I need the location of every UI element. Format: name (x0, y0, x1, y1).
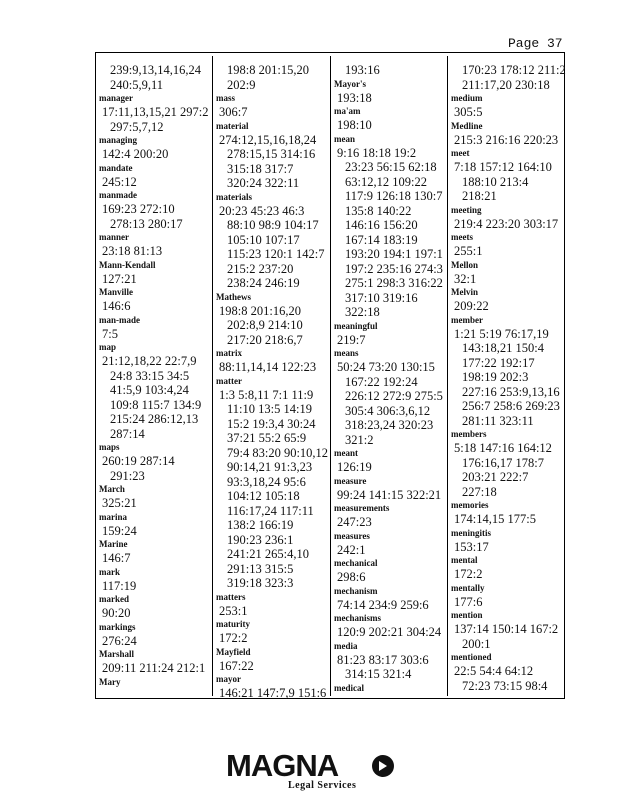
index-entry (216, 375, 332, 591)
index-entry (99, 621, 215, 649)
page-line-reference: 41:5,9 103:4,24 (110, 383, 189, 397)
index-term: measure (334, 475, 367, 486)
index-term: mentioned (451, 652, 492, 662)
page-line-reference: 146:16 156:20 (345, 218, 418, 232)
page-line-reference: 200:1 (462, 636, 491, 651)
index-entry (216, 673, 332, 701)
index-entry (216, 347, 332, 375)
page-line-reference: 241:21 265:4,10 (227, 547, 309, 561)
page-line-reference: 63:12,12 109:22 (345, 174, 427, 189)
page-line-reference: 135:8 140:22 (345, 203, 412, 218)
index-entry (216, 618, 332, 646)
page-line-reference: 79:4 83:20 90:10,12 (227, 445, 329, 460)
index-entry (451, 554, 567, 582)
page-line-reference: 72:23 73:15 98:4 (462, 678, 548, 693)
index-entry (99, 341, 215, 441)
page-line-reference: 281:11 323:11 (462, 413, 534, 428)
page-line-reference: 146:7 (102, 551, 131, 565)
index-term: matters (216, 591, 246, 602)
page-line-reference: 276:24 (102, 633, 137, 648)
index-entry (99, 538, 215, 566)
index-term: mechanisms (334, 613, 381, 623)
index-entry (334, 63, 450, 78)
index-term: mark (99, 566, 120, 577)
index-entry (99, 314, 215, 342)
index-term: member (451, 314, 483, 325)
page-line-reference: 143:18,21 150:4 (462, 341, 544, 355)
index-entry (99, 189, 215, 231)
page-line-reference: 203:21 222:7 (462, 470, 529, 484)
page-line-reference: 90:14,21 91:3,23 (227, 460, 313, 474)
index-entry (451, 204, 567, 232)
page-line-reference: 198:10 (337, 118, 372, 132)
index-term: Manville (99, 287, 133, 297)
index-entry (334, 585, 450, 613)
page-line-reference: 314:15 321:4 (345, 667, 412, 681)
page-line-reference: 209:22 (454, 299, 489, 313)
page-line-reference: 21:12,18,22 22:7,9 (102, 354, 197, 368)
page-line-reference: 193:16 (345, 63, 380, 77)
index-term: mental (451, 555, 478, 565)
page-line-reference: 15:2 19:3,4 30:24 (227, 416, 316, 431)
page-line-reference: 167:14 183:19 (345, 232, 418, 247)
page-line-reference: 317:10 319:16 (345, 290, 418, 305)
page-line-reference: 99:24 141:15 322:21 (337, 487, 442, 502)
index-entry (451, 651, 567, 693)
page-line-reference: 170:23 178:12 211:2 (462, 63, 566, 77)
page-line-reference: 306:7 (219, 105, 248, 119)
index-term: Mayfield (216, 646, 251, 657)
page-line-reference: 7:18 157:12 164:10 (454, 160, 552, 174)
index-term: Mayor's (334, 78, 366, 89)
page-line-reference: 81:23 83:17 303:6 (337, 652, 429, 667)
page-line-reference: 9:16 18:18 19:2 (337, 145, 417, 160)
index-entry (334, 475, 450, 503)
page-line-reference: 197:2 235:16 274:3 (345, 261, 443, 276)
page-line-reference: 318:23,24 320:23 (345, 418, 434, 432)
page-line-reference: 238:24 246:19 (227, 276, 300, 290)
page-line-reference: 126:19 (337, 460, 372, 474)
index-entry (99, 231, 215, 259)
page-line-reference: 174:14,15 177:5 (454, 512, 536, 526)
page-line-reference: 193:18 (337, 90, 372, 105)
page-line-reference: 256:7 258:6 269:23 (462, 399, 560, 413)
index-term: materials (216, 191, 252, 202)
index-entry (451, 259, 567, 287)
page-line-reference: 88:11,14,14 122:23 (219, 360, 317, 374)
index-column-3 (334, 63, 450, 695)
page-line-reference: 142:4 200:20 (102, 147, 169, 161)
index-entry (216, 291, 332, 348)
index-column-2 (216, 63, 332, 701)
page-line-reference: 117:19 (102, 578, 137, 593)
index-entry (99, 134, 215, 162)
page-line-reference: 50:24 73:20 130:15 (337, 360, 435, 374)
index-term: maps (99, 442, 120, 452)
page-line-reference: 1:21 5:19 76:17,19 (454, 326, 549, 341)
page-line-reference: 255:1 (454, 244, 483, 258)
page-line-reference: 22:5 54:4 64:12 (454, 664, 534, 678)
index-term: medium (451, 93, 483, 103)
page-line-reference: 172:2 (219, 631, 248, 645)
page-line-reference: 37:21 55:2 65:9 (227, 431, 307, 445)
page-line-reference: 5:18 147:16 164:12 (454, 441, 552, 455)
index-entry (334, 557, 450, 585)
index-term: means (334, 348, 359, 358)
page-line-reference: 219:7 (337, 332, 366, 347)
index-column-4 (451, 63, 567, 693)
index-entry (334, 640, 450, 682)
page-line-reference: 211:17,20 230:18 (462, 77, 550, 92)
index-term: meets (451, 232, 473, 242)
index-term: man-made (99, 314, 140, 325)
index-entry (334, 78, 450, 106)
index-term: manmade (99, 190, 137, 200)
index-term: manner (99, 232, 129, 242)
page-line-reference: 23:18 81:13 (102, 244, 163, 258)
index-term: mechanical (334, 558, 378, 568)
index-term: marina (99, 511, 127, 522)
index-entry (99, 286, 215, 314)
index-entry (334, 502, 450, 530)
page-line-reference: 153:17 (454, 539, 489, 554)
page-line-reference: 305:4 306:3,6,12 (345, 403, 431, 418)
index-entry (334, 682, 450, 695)
index-term: Melvin (451, 287, 478, 297)
page-line-reference: 291:13 315:5 (227, 561, 294, 576)
index-entry (99, 511, 215, 539)
index-term: March (99, 484, 125, 494)
index-frame (95, 52, 565, 699)
index-term: Mary (99, 676, 121, 687)
page-line-reference: 74:14 234:9 259:6 (337, 597, 429, 612)
page-line-reference: 120:9 202:21 304:24 (337, 625, 442, 639)
page-line-reference: 245:12 (102, 174, 137, 189)
index-term: memories (451, 500, 489, 510)
page-line-reference: 325:21 (102, 496, 137, 510)
page-line-reference: 305:5 (454, 105, 483, 119)
index-term: meant (334, 448, 358, 458)
page-line-reference: 215:3 216:16 220:23 (454, 132, 559, 147)
page-line-reference: 90:20 (102, 606, 131, 620)
index-entry (99, 566, 215, 594)
page-line-reference: 198:19 202:3 (462, 370, 529, 384)
page-line-reference: 32:1 (454, 271, 477, 286)
page-line-reference: 226:12 272:9 275:5 (345, 389, 443, 403)
index-entry (451, 147, 567, 204)
page-line-reference: 215:2 237:20 (227, 261, 294, 276)
page-line-reference: 24:8 33:15 34:5 (110, 368, 190, 383)
index-entry (99, 648, 215, 676)
index-term: mention (451, 610, 483, 620)
page-line-reference: 193:20 194:1 197:1 (345, 247, 443, 261)
index-entry (99, 162, 215, 190)
index-term: maturity (216, 619, 250, 629)
page-line-reference: 1:3 5:8,11 7:1 11:9 (219, 387, 314, 402)
page-line-reference: 198:8 201:16,20 (219, 303, 301, 318)
index-term: meet (451, 148, 470, 158)
index-term: mayor (216, 674, 241, 684)
index-term: Mathews (216, 291, 251, 302)
index-column-1 (99, 63, 215, 689)
logo-subtext: Legal Services (288, 780, 357, 791)
page-line-reference: 217:20 218:6,7 (227, 332, 303, 347)
page-line-reference: 93:3,18,24 95:6 (227, 474, 306, 489)
page-line-reference: 218:21 (462, 189, 497, 203)
index-term: mass (216, 93, 236, 103)
page-line-reference: 278:13 280:17 (110, 216, 183, 231)
page-line-reference: 247:23 (337, 515, 372, 529)
page-line-reference: 209:11 211:24 212:1 (102, 661, 206, 675)
page-line-reference: 298:6 (337, 570, 366, 584)
page-line-reference: 105:10 107:17 (227, 232, 300, 247)
index-term: media (334, 640, 358, 651)
page-line-reference: 116:17,24 117:11 (227, 503, 314, 518)
page-line-reference: 137:14 150:14 167:2 (454, 622, 559, 636)
page-line-reference: 274:12,15,16,18,24 (219, 132, 317, 147)
index-entry (216, 120, 332, 191)
page-line-reference: 146:6 (102, 299, 131, 313)
page-line-reference: 297:5,7,12 (110, 119, 164, 134)
page-line-reference: 167:22 192:24 (345, 374, 418, 389)
index-term: meeting (451, 204, 482, 215)
index-term: Mellon (451, 259, 478, 270)
page-line-reference: 177:22 192:17 (462, 355, 535, 370)
magna-logo (222, 748, 402, 796)
page-line-reference: 291:23 (110, 468, 145, 483)
page-line-reference: 7:5 (102, 326, 118, 341)
index-term: manager (99, 93, 133, 103)
index-entry (334, 105, 450, 133)
index-entry (99, 92, 215, 134)
index-entry (451, 63, 567, 92)
page-line-reference: 253:1 (219, 603, 248, 618)
page-line-reference: 219:4 223:20 303:17 (454, 216, 559, 231)
page-line-reference: 109:8 115:7 134:9 (110, 397, 202, 412)
index-term: members (451, 429, 487, 439)
index-term: measures (334, 530, 370, 541)
index-entry (451, 231, 567, 259)
page-line-reference: 322:18 (345, 305, 380, 319)
index-entry (216, 63, 332, 92)
index-entry (451, 527, 567, 555)
index-entry (334, 530, 450, 558)
index-term: meaningful (334, 320, 378, 331)
index-term: managing (99, 135, 138, 145)
index-entry (334, 612, 450, 640)
index-term: matrix (216, 348, 242, 358)
page-line-reference: 115:23 120:1 142:7 (227, 247, 325, 261)
index-entry (451, 499, 567, 527)
page-line-reference: 321:2 (345, 432, 374, 447)
index-term: ma'am (334, 106, 361, 116)
index-term: matter (216, 375, 242, 386)
index-term: material (216, 120, 249, 131)
page-line-reference: 278:15,15 314:16 (227, 147, 316, 161)
page-line-reference: 319:18 323:3 (227, 576, 294, 590)
page-line-reference: 287:14 (110, 426, 145, 441)
index-entry (99, 63, 215, 92)
index-entry (216, 191, 332, 291)
page-line-reference: 240:5,9,11 (110, 77, 164, 92)
page-line-reference: 177:6 (454, 594, 483, 609)
page-line-reference: 127:21 (102, 271, 137, 286)
page-line-reference: 320:24 322:11 (227, 176, 300, 190)
index-entry (334, 347, 450, 447)
page-line-reference: 117:9 126:18 130:7 (345, 189, 443, 203)
page-line-reference: 11:10 13:5 14:19 (227, 402, 312, 416)
index-entry (99, 259, 215, 287)
index-entry (99, 676, 215, 689)
page-line-reference: 202:9 (227, 77, 256, 92)
index-entry (451, 286, 567, 314)
index-term: Marine (99, 539, 128, 549)
page-line-reference: 23:23 56:15 62:18 (345, 160, 437, 174)
index-entry (451, 92, 567, 120)
page-line-reference: 315:18 317:7 (227, 161, 294, 176)
page-line-reference: 227:16 253:9,13,16 (462, 384, 560, 399)
index-entry (99, 483, 215, 511)
index-entry (451, 428, 567, 499)
page-line-reference: 260:19 287:14 (102, 454, 175, 468)
index-entry (216, 646, 332, 674)
index-entry (451, 120, 567, 148)
page-label: Page 37 (508, 36, 563, 51)
page-line-reference: 239:9,13,14,16,24 (110, 63, 201, 77)
page-line-reference: 17:11,13,15,21 297:2 (102, 105, 209, 119)
page-line-reference: 215:24 286:12,13 (110, 412, 199, 426)
index-term: medical (334, 682, 364, 693)
page-line-reference: 242:1 (337, 542, 366, 557)
index-entry (99, 593, 215, 621)
page-line-reference: 275:1 298:3 316:22 (345, 276, 443, 290)
page-line-reference: 198:8 201:15,20 (227, 63, 309, 77)
index-entry (216, 92, 332, 120)
index-term: Mann-Kendall (99, 259, 156, 270)
index-entry (451, 314, 567, 429)
index-entry (451, 609, 567, 651)
page-line-reference: 188:10 213:4 (462, 174, 529, 189)
page-line-reference: 138:2 166:19 (227, 518, 294, 532)
index-term: Medline (451, 120, 483, 131)
page-line-reference: 146:21 147:7,9 151:6 (219, 686, 327, 700)
page-line-reference: 190:23 236:1 (227, 532, 294, 547)
index-term: meningitis (451, 527, 492, 538)
page-line-reference: 88:10 98:9 104:17 (227, 218, 319, 232)
page-line-reference: 202:8,9 214:10 (227, 318, 303, 332)
index-entry (99, 441, 215, 483)
index-term: mechanism (334, 585, 378, 596)
page-line-reference: 167:22 (219, 658, 254, 673)
page-line-reference: 104:12 105:18 (227, 489, 300, 503)
arrow-circle-icon (372, 755, 394, 777)
page-line-reference: 159:24 (102, 523, 137, 538)
index-term: markings (99, 621, 136, 632)
page-line-reference: 176:16,17 178:7 (462, 455, 544, 470)
logo-wordmark: MAGNA (226, 748, 339, 783)
index-term: map (99, 342, 117, 352)
page-line-reference: 169:23 272:10 (102, 202, 175, 216)
index-entry (334, 447, 450, 475)
index-term: measurements (334, 503, 390, 513)
page-line-reference: 20:23 45:23 46:3 (219, 203, 305, 218)
index-entry (334, 320, 450, 348)
index-entry (216, 591, 332, 619)
index-term: Marshall (99, 649, 134, 659)
index-term: mentally (451, 582, 485, 593)
index-term: mandate (99, 162, 133, 173)
page-line-reference: 227:18 (462, 484, 497, 499)
index-term: marked (99, 594, 129, 604)
index-entry (451, 582, 567, 610)
index-entry (334, 133, 450, 320)
index-term: mean (334, 133, 355, 144)
page-line-reference: 172:2 (454, 567, 483, 581)
